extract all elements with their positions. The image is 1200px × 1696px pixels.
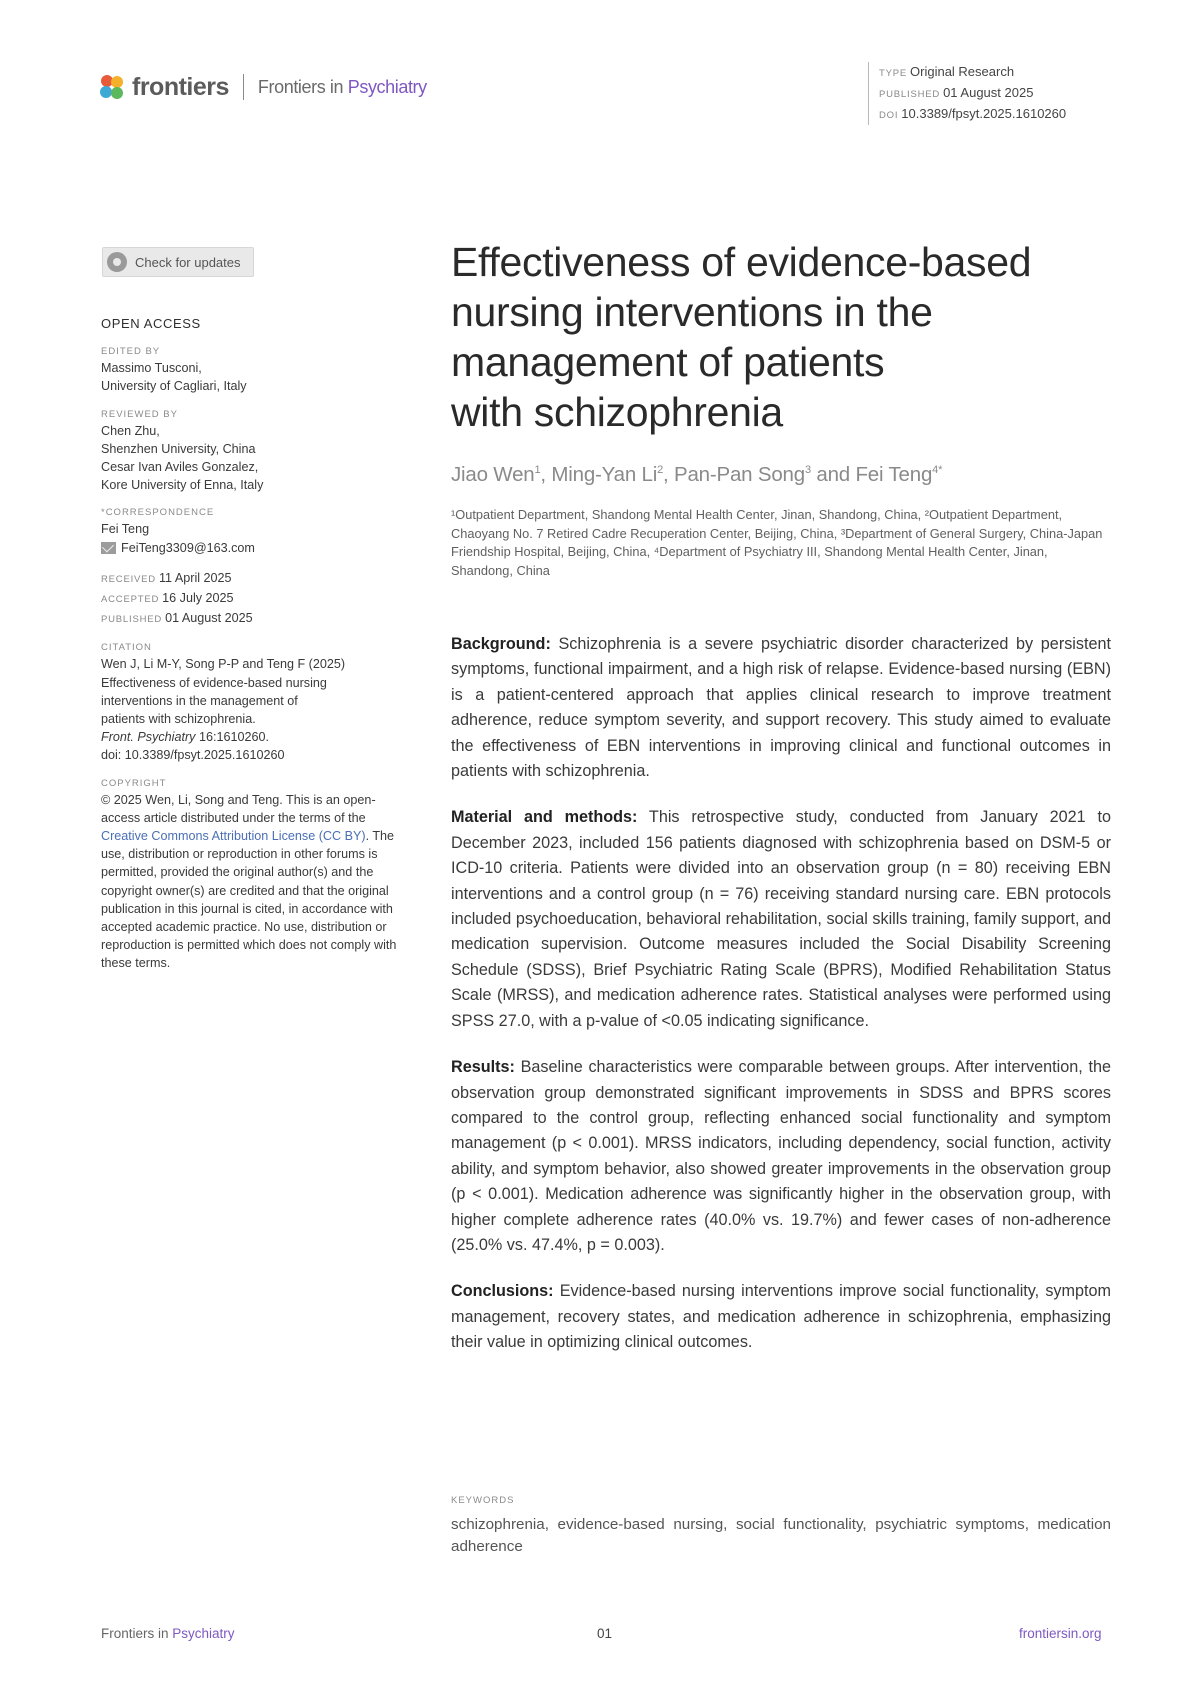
journal-highlight: Psychiatry: [347, 76, 427, 97]
received-date: [101, 569, 401, 589]
abstract-section-label: Background:: [451, 635, 551, 653]
citation-journal: Front. Psychiatry: [101, 730, 196, 745]
correspondence-email[interactable]: FeiTeng3309@163.com: [121, 540, 255, 555]
author-name[interactable]: Fei Teng: [855, 463, 933, 486]
footer-site-link[interactable]: frontiersin.org: [1019, 1626, 1102, 1641]
accepted-key: ACCEPTED: [101, 594, 160, 606]
title-line: management of patients: [451, 339, 885, 385]
author-list: [451, 463, 942, 487]
citation-line: Effectiveness of evidence-based nursing: [101, 675, 327, 690]
author-sep: and: [810, 463, 856, 486]
keywords: schizophrenia, evidence-based nursing, social functionality, psychiatric symptoms, medication adherence: [451, 1516, 1111, 1555]
copyright-post: . The use, distribution or reproduction in other forums is permitted, provided the original author(s) and the copyright owner(s) are credited and that the original publication in this journal is cited, in accordance with accepted academic practice. No use, distribution or reproduction is permitted which does not comply with these terms.: [101, 829, 397, 971]
received-key: RECEIVED: [101, 573, 156, 585]
reviewer-line: Cesar Ivan Aviles Gonzalez,: [101, 460, 259, 475]
footer-journal-prefix: Frontiers in: [101, 1626, 173, 1641]
citation-heading: CITATION: [101, 642, 152, 654]
author-name[interactable]: Ming-Yan Li: [551, 463, 658, 486]
accepted-date: [101, 589, 401, 609]
sidebar: [101, 315, 401, 973]
article-title: [451, 237, 1111, 437]
title-line: nursing interventions in the: [451, 289, 933, 335]
affiliations: ¹Outpatient Department, Shandong Mental Health Center, Jinan, Shandong, China, ²Outpatient Department, Chaoyang No. 7 Retired Cadre Recuperation Center, Beijing, China, ³Department of General Surgery, China-Japan Friendship Hospital, Beijing, China, ⁴Department of Psychiatry III, Shandong Mental Health Center, Jinan, Shandong, China: [451, 507, 1103, 578]
abstract-section-label: Results:: [451, 1058, 515, 1077]
meta-published-key: PUBLISHED: [879, 89, 941, 100]
citation-line: Wen J, Li M-Y, Song P-P and Teng F (2025): [101, 657, 346, 672]
keywords-heading: KEYWORDS: [451, 1495, 515, 1506]
author-affil-ref: 2: [657, 464, 663, 477]
reviewed-by-heading: REVIEWED BY: [101, 408, 178, 420]
meta-doi[interactable]: [879, 104, 1066, 125]
meta-published-value: 01 August 2025: [943, 85, 1034, 100]
abstract-section-text: Evidence-based nursing interventions improve social functionality, symptom management, recovery states, and medication adherence in schizophrenia, emphasizing their value in optimizing clinical outcomes.: [451, 1282, 1111, 1352]
article-meta: [868, 62, 1066, 125]
open-access-label: OPEN ACCESS: [101, 316, 201, 331]
correspondence-heading: *CORRESPONDENCE: [101, 507, 215, 519]
author-affil-ref: 1: [534, 464, 541, 477]
author-sep: ,: [540, 463, 552, 486]
meta-type-key: TYPE: [879, 68, 908, 79]
published-value: 01 August 2025: [165, 611, 253, 626]
abstract-section-label: Conclusions:: [451, 1282, 554, 1301]
citation-journal-line: [101, 728, 401, 746]
title-line: with schizophrenia: [451, 389, 783, 435]
abstract-section-text: This retrospective study, conducted from January 2021 to December 2023, included 156 patients diagnosed with schizophrenia based on DSM-5 or ICD-10 criteria. Patients were divided into an observation group (n = 80) receiving EBN interventions and a control group (n = 76) receiving standard nursing care. EBN protocols included psychoeducation, behavioral rehabilitation, social skills training, family support, and medication supervision. Outcome measures included the Social Disability Screening Schedule (SDSS), Brief Psychiatric Rating Scale (BPRS), Modified Rehabilitation Status Scale (MRSS), and medication adherence rates. Statistical analyses were performed using SPSS 27.0, with a p-value of <0.05 indicating significance.: [451, 808, 1111, 1030]
frontiers-logo[interactable]: [98, 70, 427, 104]
meta-doi-value[interactable]: 10.3389/fpsyt.2025.1610260: [901, 106, 1067, 121]
citation-line: interventions in the management of: [101, 693, 298, 708]
accepted-value: 16 July 2025: [162, 591, 234, 606]
abstract-section-text: Schizophrenia is a severe psychiatric disorder characterized by persistent symptoms, functional impairment, and a high risk of relapse. Evidence-based nursing (EBN) is a patient-centered approach that applies clinical research to improve treatment adherence, reduce symptom severity, and support recovery. This study aimed to evaluate the effectiveness of EBN interventions in improving clinical and functional outcomes in patients with schizophrenia.: [451, 635, 1111, 781]
check-for-updates-button[interactable]: [102, 247, 254, 277]
copyright-heading: COPYRIGHT: [101, 777, 167, 789]
logo-wordmark: frontiers: [132, 72, 229, 101]
crossmark-icon: [107, 252, 127, 272]
abstract-section-text: Baseline characteristics were comparable between groups. After intervention, the observation group demonstrated significant improvements in SDSS and BPRS scores compared to the control group, reflecting enhanced social functionality and symptom management (p < 0.001). MRSS indicators, including dependency, social function, activity ability, and symptom behavior, also showed greater improvements in the observation group (p < 0.001). Medication adherence was significantly higher in the observation group, with higher complete adherence rates (40.0% vs. 19.7%) and fewer cases of non-adherence (25.0% vs. 47.4%, p = 0.003).: [451, 1058, 1111, 1254]
journal-prefix: Frontiers in: [257, 76, 348, 97]
page-number: 01: [597, 1626, 613, 1641]
author-affil-ref: 4*: [932, 464, 943, 477]
reviewer-line: Chen Zhu,: [101, 423, 160, 438]
published-date: [101, 609, 401, 629]
footer-journal-highlight: Psychiatry: [172, 1626, 235, 1641]
reviewer-line: Shenzhen University, China: [101, 441, 256, 456]
meta-type: [879, 62, 1066, 83]
citation-line: patients with schizophrenia.: [101, 712, 256, 727]
logo-divider: [243, 74, 244, 100]
citation-volume: 16:1610260.: [195, 730, 270, 745]
abstract-conclusions: [451, 1279, 1111, 1355]
copyright-text: [101, 791, 401, 973]
cc-license-link[interactable]: Creative Commons Attribution License (CC BY): [101, 829, 366, 844]
author-sep: ,: [663, 463, 674, 486]
edited-by-heading: EDITED BY: [101, 346, 161, 358]
correspondence-name: Fei Teng: [101, 522, 150, 537]
frontiers-logo-icon: [98, 73, 126, 101]
abstract: [451, 632, 1111, 1377]
meta-published: [879, 83, 1066, 104]
editor-line: University of Cagliari, Italy: [101, 379, 247, 394]
envelope-icon: [101, 542, 116, 554]
citation-doi[interactable]: doi: 10.3389/fpsyt.2025.1610260: [101, 748, 285, 763]
copyright-pre: © 2025 Wen, Li, Song and Teng. This is an open-access article distributed under the terms of the: [101, 792, 376, 825]
correspondence-email-row[interactable]: [101, 539, 401, 557]
title-line: Effectiveness of evidence-based: [451, 239, 1032, 285]
meta-type-value: Original Research: [910, 64, 1015, 79]
footer-journal[interactable]: [101, 1626, 235, 1641]
journal-name: [258, 77, 427, 98]
reviewer-line: Kore University of Enna, Italy: [101, 478, 264, 493]
received-value: 11 April 2025: [158, 570, 232, 585]
published-key: PUBLISHED: [101, 614, 163, 626]
meta-doi-key: DOI: [879, 110, 899, 121]
abstract-results: [451, 1055, 1111, 1258]
abstract-background: [451, 632, 1111, 784]
author-name[interactable]: Jiao Wen: [451, 463, 535, 486]
abstract-section-label: Material and methods:: [451, 808, 638, 827]
author-name[interactable]: Pan-Pan Song: [674, 463, 805, 486]
abstract-methods: [451, 805, 1111, 1034]
author-affil-ref: 3: [804, 464, 811, 477]
check-for-updates-label: Check for updates: [135, 254, 241, 270]
editor-line: Massimo Tusconi,: [101, 361, 202, 376]
